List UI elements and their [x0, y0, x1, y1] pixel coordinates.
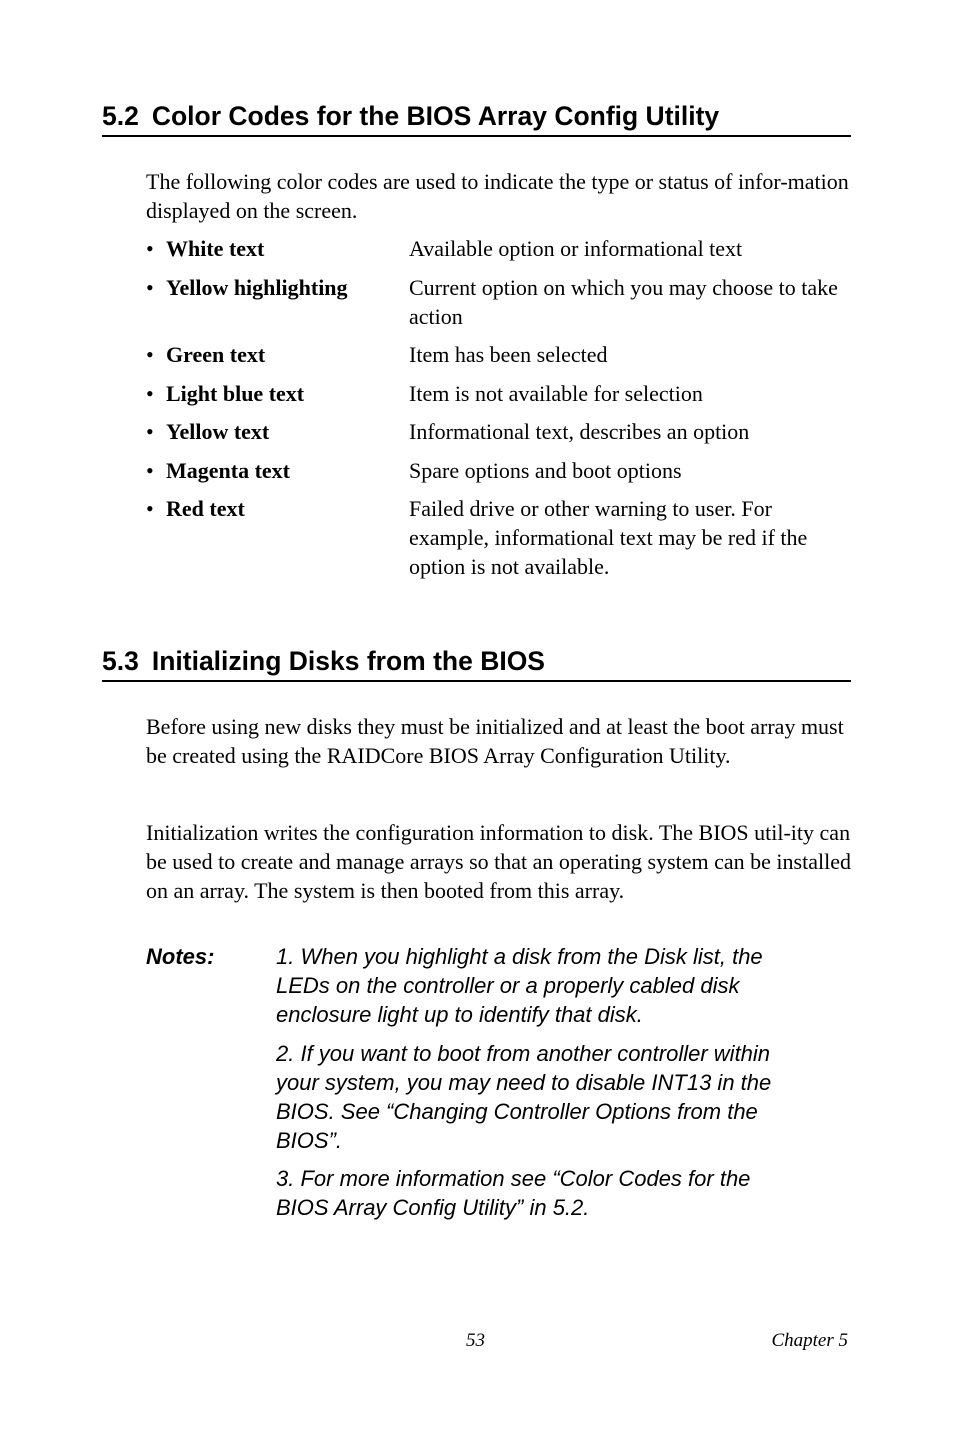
color-code-term: Yellow text: [166, 419, 270, 444]
color-code-row: [146, 456, 851, 485]
color-code-row: [146, 417, 851, 446]
notes-label: Notes:: [146, 944, 215, 969]
color-code-list: [146, 234, 851, 591]
color-code-term: Yellow highlighting: [166, 274, 348, 300]
color-codes-intro: The following color codes are used to indicate the type or status of infor-mation displayed on the screen.: [146, 169, 849, 223]
bullet: •: [146, 419, 154, 444]
bullet: •: [146, 274, 154, 300]
color-code-desc: Current option on which you may choose to take action: [409, 274, 838, 329]
color-code-term: Light blue text: [166, 380, 305, 406]
bullet: •: [146, 236, 154, 261]
color-code-row: [146, 340, 851, 369]
color-code-term: White text: [166, 236, 265, 261]
color-code-desc: Informational text, describes an option: [409, 419, 750, 444]
chapter-label: Chapter 5: [771, 1330, 848, 1351]
bullet: •: [146, 380, 154, 406]
color-code-desc: Failed drive or other warning to user. For example, informational text may be red if the option is not available.: [409, 496, 808, 579]
color-code-term: Green text: [166, 342, 266, 367]
color-code-row: [146, 379, 851, 408]
init-paragraph-2: Initialization writes the configuration information to disk. The BIOS util-ity can be used to create and manage arrays so that an operating system can be installed on an array. The system is then booted from this array.: [146, 820, 851, 903]
section-title: Color Codes for the BIOS Array Config Utility: [151, 101, 720, 131]
section-title: Initializing Disks from the BIOS: [151, 646, 545, 676]
color-code-row: [146, 273, 851, 331]
notes-block: [146, 942, 851, 1232]
section-heading-5-2: [102, 100, 851, 137]
bullet: •: [146, 457, 154, 483]
bullet: •: [146, 342, 154, 367]
color-code-term: Magenta text: [166, 457, 291, 483]
bullet: •: [146, 496, 154, 521]
init-paragraph-1: Before using new disks they must be initialized and at least the boot array must be created using the RAIDCore BIOS Array Configuration Utility.: [146, 714, 844, 768]
color-code-desc: Item is not available for selection: [409, 380, 703, 406]
color-code-row: [146, 494, 851, 581]
page-number: 53: [466, 1330, 485, 1351]
color-code-desc: Item has been selected: [409, 342, 608, 367]
section-heading-5-3: [102, 645, 851, 682]
note-item: 1. When you highlight a disk from the Disk list, the LEDs on the controller or a properly cabled disk enclosure light up to identify that disk.: [276, 944, 763, 1027]
color-code-desc: Spare options and boot options: [409, 457, 682, 483]
section-number: 5.2: [102, 101, 139, 131]
section-number: 5.3: [102, 646, 139, 676]
note-item: 2. If you want to boot from another controller within your system, you may need to disable INT13 in the BIOS. See “Changing Controller Options from the BIOS”.: [276, 1040, 772, 1153]
color-code-row: [146, 234, 851, 263]
color-code-term: Red text: [166, 496, 245, 521]
color-code-desc: Available option or informational text: [409, 236, 743, 261]
note-item: 3. For more information see “Color Codes for the BIOS Array Config Utility” in 5.2.: [276, 1166, 751, 1220]
